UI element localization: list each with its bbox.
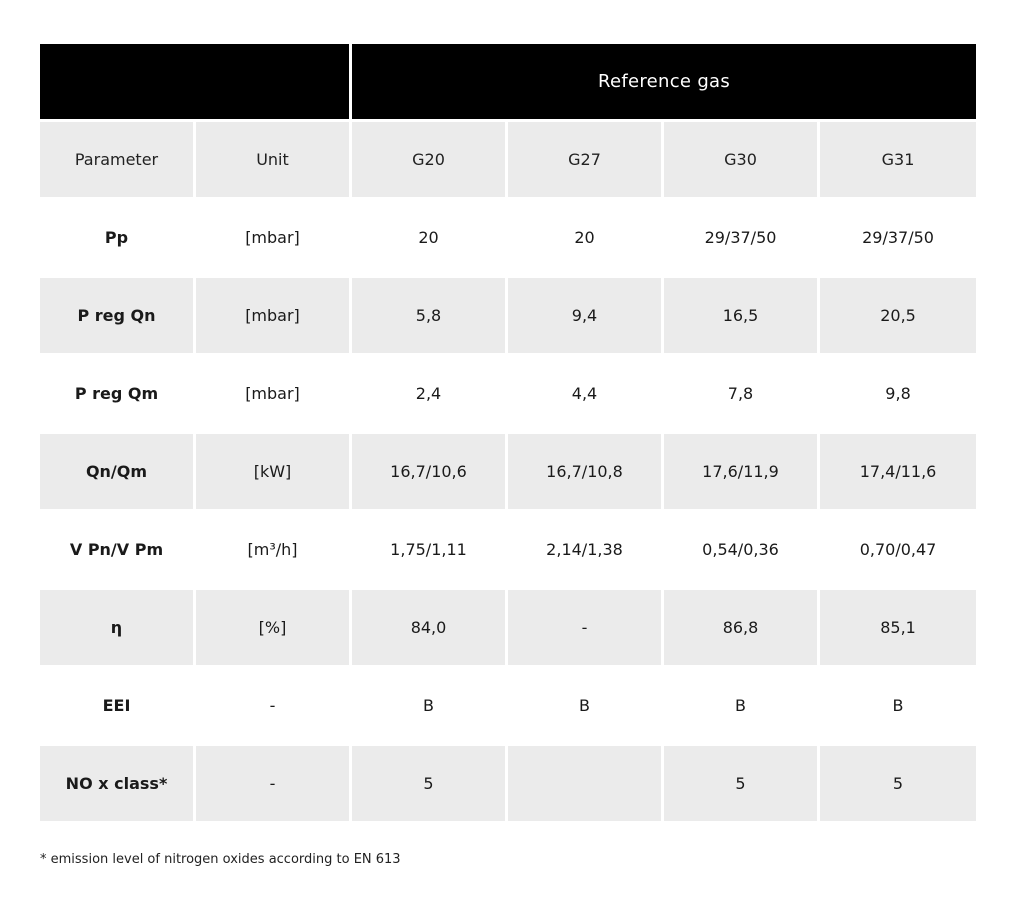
value-cell-g20: 5 bbox=[352, 746, 508, 824]
value-cell-g20: 16,7/10,6 bbox=[352, 434, 508, 512]
value-cell-g31: B bbox=[820, 668, 976, 746]
table-row bbox=[40, 746, 976, 824]
unit-cell: - bbox=[196, 746, 352, 824]
unit-cell: [mbar] bbox=[196, 356, 352, 434]
value-cell-g30: B bbox=[664, 668, 820, 746]
value-cell-g27 bbox=[508, 746, 664, 824]
value-cell-g30: 7,8 bbox=[664, 356, 820, 434]
value-cell-g27: - bbox=[508, 590, 664, 668]
value-cell-g27: B bbox=[508, 668, 664, 746]
value-cell-g30: 86,8 bbox=[664, 590, 820, 668]
value-cell-g20: 84,0 bbox=[352, 590, 508, 668]
table-row bbox=[40, 434, 976, 512]
table-row bbox=[40, 512, 976, 590]
column-header-g20: G20 bbox=[352, 122, 508, 200]
reference-gas-heading: Reference gas bbox=[352, 44, 976, 122]
parameter-cell: P reg Qm bbox=[40, 356, 196, 434]
unit-cell: [m³/h] bbox=[196, 512, 352, 590]
value-cell-g27: 2,14/1,38 bbox=[508, 512, 664, 590]
table-row bbox=[40, 278, 976, 356]
value-cell-g20: 1,75/1,11 bbox=[352, 512, 508, 590]
unit-cell: [%] bbox=[196, 590, 352, 668]
value-cell-g30: 0,54/0,36 bbox=[664, 512, 820, 590]
value-cell-g20: 20 bbox=[352, 200, 508, 278]
footnote: * emission level of nitrogen oxides according to EN 613 bbox=[40, 852, 401, 867]
value-cell-g31: 9,8 bbox=[820, 356, 976, 434]
unit-cell: [mbar] bbox=[196, 278, 352, 356]
value-cell-g20: 2,4 bbox=[352, 356, 508, 434]
value-cell-g31: 5 bbox=[820, 746, 976, 824]
table-row bbox=[40, 668, 976, 746]
column-headers-row bbox=[40, 122, 976, 200]
value-cell-g30: 29/37/50 bbox=[664, 200, 820, 278]
value-cell-g27: 4,4 bbox=[508, 356, 664, 434]
parameter-cell: P reg Qn bbox=[40, 278, 196, 356]
table-row bbox=[40, 356, 976, 434]
value-cell-g30: 17,6/11,9 bbox=[664, 434, 820, 512]
table-row bbox=[40, 590, 976, 668]
parameter-cell: Qn/Qm bbox=[40, 434, 196, 512]
table-header-row bbox=[40, 44, 976, 122]
value-cell-g30: 5 bbox=[664, 746, 820, 824]
table-row bbox=[40, 200, 976, 278]
value-cell-g31: 0,70/0,47 bbox=[820, 512, 976, 590]
value-cell-g31: 85,1 bbox=[820, 590, 976, 668]
value-cell-g31: 17,4/11,6 bbox=[820, 434, 976, 512]
value-cell-g31: 29/37/50 bbox=[820, 200, 976, 278]
parameter-cell: Pp bbox=[40, 200, 196, 278]
parameter-cell: NO x class* bbox=[40, 746, 196, 824]
column-header-parameter: Parameter bbox=[40, 122, 196, 200]
value-cell-g30: 16,5 bbox=[664, 278, 820, 356]
parameter-cell: EEI bbox=[40, 668, 196, 746]
unit-cell: [kW] bbox=[196, 434, 352, 512]
header-blank-cell bbox=[40, 44, 352, 122]
column-header-unit: Unit bbox=[196, 122, 352, 200]
unit-cell: [mbar] bbox=[196, 200, 352, 278]
unit-cell: - bbox=[196, 668, 352, 746]
column-header-g27: G27 bbox=[508, 122, 664, 200]
column-header-g30: G30 bbox=[664, 122, 820, 200]
value-cell-g27: 16,7/10,8 bbox=[508, 434, 664, 512]
value-cell-g27: 9,4 bbox=[508, 278, 664, 356]
value-cell-g31: 20,5 bbox=[820, 278, 976, 356]
gas-parameters-table bbox=[40, 44, 976, 824]
parameter-cell: η bbox=[40, 590, 196, 668]
column-header-g31: G31 bbox=[820, 122, 976, 200]
parameter-cell: V Pn/V Pm bbox=[40, 512, 196, 590]
value-cell-g27: 20 bbox=[508, 200, 664, 278]
value-cell-g20: B bbox=[352, 668, 508, 746]
value-cell-g20: 5,8 bbox=[352, 278, 508, 356]
